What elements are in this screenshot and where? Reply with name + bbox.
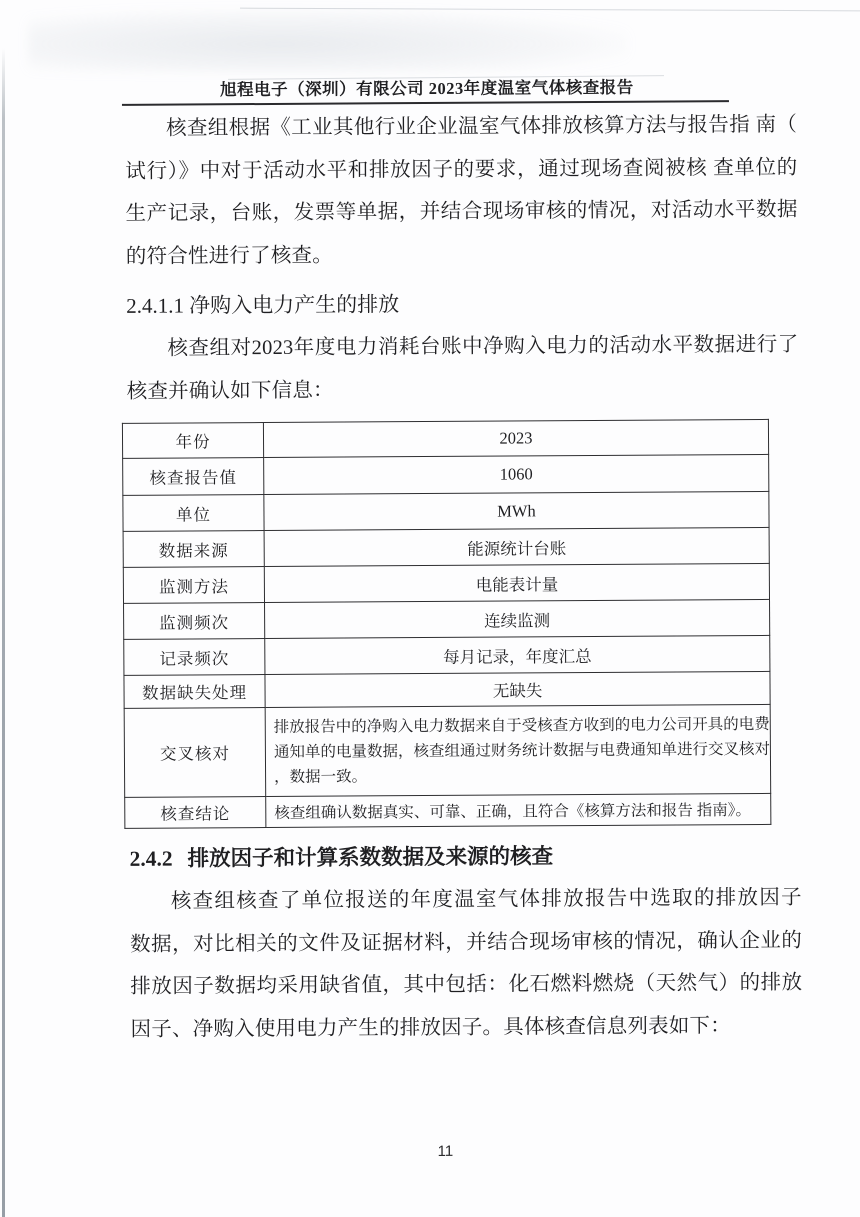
table-row-value: MWh: [264, 491, 769, 530]
table-row: [123, 454, 769, 495]
paragraph-line: 核查组对2023年度电力消耗台账中净购入电力的活动水平数据进行了: [167, 333, 799, 360]
table-row-label: 核查报告值: [123, 458, 264, 496]
table-row: [123, 563, 769, 603]
paragraph-line: 生产记录，台账，发票等单据，并结合现场审核的情况，对活动水平数据: [125, 198, 798, 225]
table-row-label: 数据来源: [123, 531, 264, 568]
paragraph-line: 试行）》中对于活动水平和排放因子的要求，通过现场查阅被核 查单位的: [125, 156, 798, 183]
table-row-label: 监测方法: [123, 567, 264, 604]
table-row-label: 核查结论: [125, 797, 266, 829]
table-row-value: 电能表计量: [264, 563, 769, 602]
table-row-value: 能源统计台账: [264, 527, 769, 566]
paragraph-line: 核查组根据《工业其他行业企业温室气体排放核算方法与报告指 南（: [166, 113, 798, 140]
page-number: 11: [437, 1142, 454, 1160]
section-2411-heading: 2.4.1.1 净购入电力产生的排放: [126, 292, 400, 318]
paragraph-line: 排放因子数据均采用缺省值，其中包括：化石燃料燃烧（天然气）的排放: [130, 971, 803, 998]
table-row-value: 核查组确认数据真实、可靠、正确，且符合《核算方法和报告 指南》。: [266, 793, 771, 827]
paragraph-line: 因子、净购入使用电力产生的排放因子。具体核查信息列表如下：: [130, 1014, 731, 1041]
paragraph-line: 核查组核查了单位报送的年度温室气体排放报告中选取的排放因子: [170, 886, 802, 913]
section-242-title: 排放因子和计算系数数据及来源的核查: [187, 844, 554, 871]
table-row-label: 数据缺失处理: [124, 675, 265, 709]
section-242-heading: [129, 839, 553, 873]
table-row-value: 每月记录，年度汇总: [265, 635, 770, 674]
table-row: [123, 527, 769, 567]
paragraph-line: 数据，对比相关的文件及证据材料，并结合现场审核的情况，确认企业的: [130, 929, 803, 956]
table-row-value: 无缺失: [265, 671, 770, 707]
document-header-title: 旭程电子（深圳）有限公司 2023年度温室气体核查报告: [220, 77, 634, 100]
section-242-number: 2.4.2: [129, 846, 173, 871]
table-row-conclusion: [125, 793, 771, 828]
table-row-label: 监测频次: [124, 603, 265, 640]
table-row-value: 连续监测: [265, 599, 770, 638]
paragraph-line: 核查并确认如下信息：: [126, 379, 334, 403]
intro-paragraph: [125, 104, 798, 278]
section-2411-paragraph: [126, 324, 799, 413]
table-row: [124, 671, 770, 708]
table-row: [123, 491, 769, 531]
table-row-cross-check: [124, 704, 771, 797]
table-row-label: 年份: [122, 423, 263, 459]
table-row: [124, 599, 770, 639]
paragraph-line: 的符合性进行了核查。: [125, 244, 333, 268]
table-row-value: 2023: [263, 419, 768, 457]
table-row-label: 单位: [123, 495, 264, 532]
section-242-paragraph: [130, 877, 803, 1051]
table-row-label: 交叉核对: [124, 708, 266, 798]
table-row-label: 记录频次: [124, 639, 265, 676]
table-row: [124, 635, 770, 675]
table-row-value: 1060: [264, 454, 769, 494]
table-row-value: 排放报告中的净购入电力数据来自于受核查方收到的电力公司开具的电费通知单的电量数据，核查组通过财务统计数据与电费通知单进行交叉核对，数据一致。: [265, 704, 771, 796]
verification-table: [122, 419, 771, 829]
table-row: [122, 419, 768, 458]
